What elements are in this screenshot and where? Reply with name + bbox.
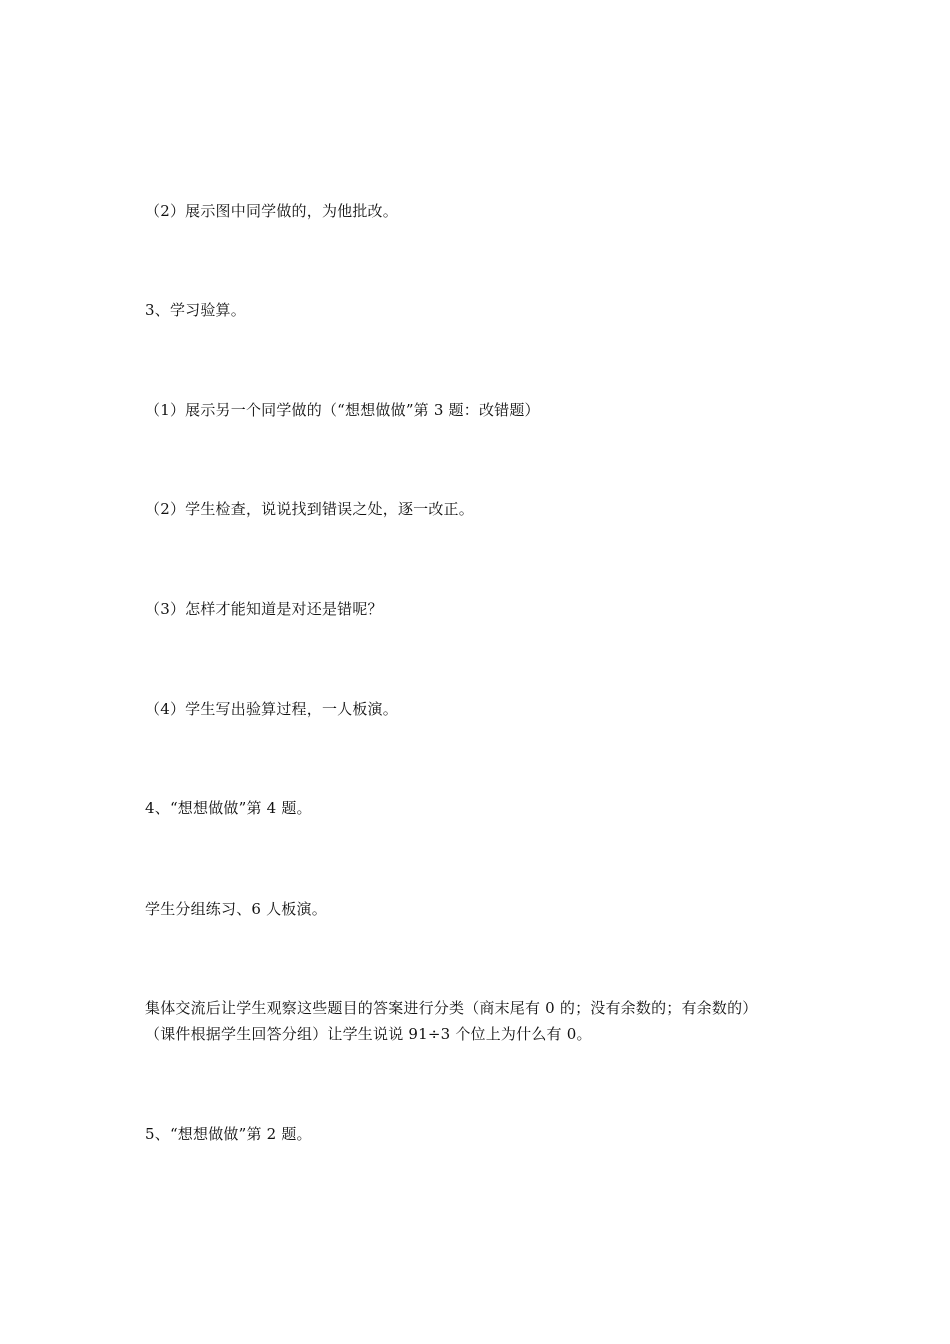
heading-4-exercise: 4、“想想做做”第 4 题。 (145, 799, 312, 817)
paragraph-step-2-check: （2）学生检查，说说找到错误之处，逐一改正。 (145, 500, 474, 518)
paragraph-step-2-correct: （2）展示图中同学做的，为他批改。 (145, 202, 398, 220)
heading-5-exercise: 5、“想想做做”第 2 题。 (145, 1125, 312, 1143)
paragraph-step-4-write: （4）学生写出验算过程，一人板演。 (145, 700, 398, 718)
paragraph-classify-line-1: 集体交流后让学生观察这些题目的答案进行分类（商末尾有 0 的；没有余数的；有余数的） (145, 999, 758, 1017)
heading-3-verification: 3、学习验算。 (145, 301, 246, 319)
paragraph-group-practice: 学生分组练习、6 人板演。 (145, 900, 327, 918)
paragraph-step-3-question: （3）怎样才能知道是对还是错呢？ (145, 600, 383, 618)
paragraph-classify-line-2: （课件根据学生回答分组）让学生说说 91÷3 个位上为什么有 0。 (145, 1025, 592, 1043)
paragraph-step-1-show: （1）展示另一个同学做的（“想想做做”第 3 题：改错题） (145, 401, 540, 419)
